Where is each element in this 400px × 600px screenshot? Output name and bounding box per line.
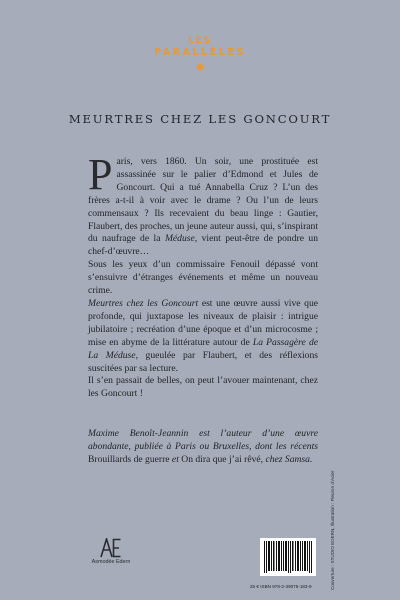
blurb-p1-text: aris, vers 1860. Un soir, une prostituée est assassinée sur le palier d’Edmond et Jules de Goncourt. Qui a tué Annabella Cruz ? L’un des frères a-t-il à voir avec le drame ? Ou l’un de leurs commensaux ? Ils recevaient du beau linge : Gautier, Flaubert, des proches, un jeune auteur aussi, qui, s’inspirant du naufrage de la [88, 156, 318, 245]
back-cover-blurb [88, 150, 318, 401]
publisher-logo [86, 538, 136, 565]
blurb-paragraph-1 [88, 150, 318, 259]
bio-book-2: On dira que j’ai rêvé [181, 453, 261, 465]
blurb-paragraph-2: Sous les yeux d’un commissaire Fenouil dépassé vont s’ensuivre d’étranges événements et même un nouveau crime. [88, 259, 318, 297]
blurb-paragraph-3 [88, 298, 318, 375]
blurb-p3-text: est une œuvre aussi vive que profonde, qui juxtapose les niveaux de plaisir : intrigue jubilatoire ; recréation d’une époque et d’un microcosme ; mise en abyme de la littérature autour de [88, 297, 318, 348]
bio-text-3: , chez Samsa. [260, 453, 313, 465]
blurb-p1-italic: Méduse [164, 233, 195, 245]
cover-credit: Couverture : STUDIO EDERN, Illustration : Fleuron d’Acier [330, 470, 335, 590]
blurb-p3-italic: Meurtres chez les Goncourt [88, 297, 199, 309]
barcode [260, 538, 316, 576]
publisher-monogram [100, 538, 122, 558]
bio-text-2: et [169, 453, 182, 465]
blurb-p3-italic-2: La Passagère de La Méduse [88, 336, 318, 361]
barcode-graphic [260, 538, 316, 576]
price-isbn-line [250, 584, 312, 589]
blurb-p3-end: , gueulée par Flaubert, et des réflexions suscitées par sa lecture. [88, 349, 318, 374]
drop-cap: P [88, 150, 113, 199]
author-bio [88, 428, 318, 467]
collection-label-les: LES [188, 36, 212, 46]
bio-text-1: Maxime Benoît-Jeannin est l’auteur d’une œuvre abondante, publiée à Paris ou Bruxelles, dont les récents [88, 428, 318, 452]
book-title: MEURTRES CHEZ LES GONCOURT [68, 112, 332, 126]
blurb-p1-end: , vient peut-être de pondre un chef-d’œuvre… [88, 233, 318, 258]
diamond-icon [196, 63, 204, 71]
collection-logo [0, 36, 400, 70]
blurb-paragraph-4: Il s’en passait de belles, on peut l’avouer maintenant, chez les Goncourt ! [88, 375, 318, 400]
bio-book-1: Brouillards de guerre [88, 453, 170, 465]
publisher-name: Asmodée Edern [91, 559, 131, 565]
price-label: 25 € [250, 584, 259, 589]
collection-label-paralleles: PARALLÈLES [153, 47, 247, 58]
isbn-label: ISBN 978-2-39075-183-9 [260, 584, 312, 589]
